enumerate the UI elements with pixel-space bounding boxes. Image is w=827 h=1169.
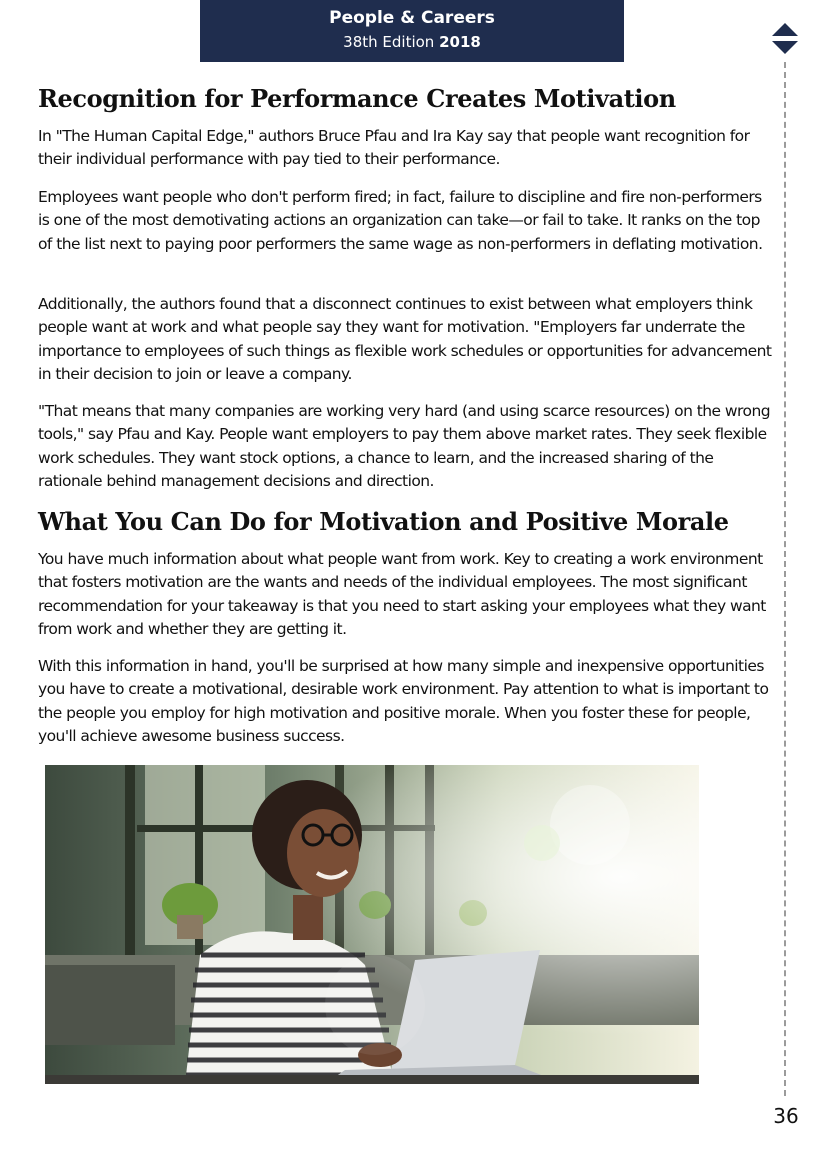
paragraph: Additionally, the authors found that a disconnect continues to exist between what employers think people want at work and what people say they want for motivation. "Employers far underrate the importance to employees of such things as flexible work schedules or opportunities for advancement in their decision to join or leave a company. (38, 295, 772, 384)
header-section-title: People & Careers (329, 8, 495, 28)
page-navigation[interactable] (770, 22, 800, 56)
dashed-page-rule (784, 62, 786, 1096)
section-heading-what-you-can-do: What You Can Do for Motivation and Positive Morale (38, 507, 729, 536)
paragraph: In "The Human Capital Edge," authors Bruce Pfau and Ira Kay say that people want recognition for their individual performance with pay tied to their performance. (38, 127, 750, 169)
paragraph: "That means that many companies are working very hard (and using scarce resources) on the wrong tools," say Pfau and Kay. People want employers to pay them above market rates. They seek flexible work schedules. They want stock options, a chance to learn, and the increased sharing of the rationale behind management decisions and direction. (38, 402, 771, 491)
triangle-up-icon[interactable] (772, 23, 798, 36)
paragraph: With this information in hand, you'll be surprised at how many simple and inexpensive opportunities you have to create a motivational, desirable work environment. Pay attention to what is important to the people you employ for high motivation and positive morale. When you foster these for people, you'll achieve awesome business success. (38, 657, 769, 746)
triangle-down-icon[interactable] (772, 41, 798, 54)
header-edition (200, 33, 624, 51)
paragraph: Employees want people who don't perform fired; in fact, failure to discipline and fire non-performers is one of the most demotivating actions an organization can take—or fail to take. It ranks on the top of the list next to paying poor performers the same wage as non-performers in deflating motivation. (38, 188, 763, 253)
page-number: 36 (773, 1104, 799, 1128)
section-heading-recognition: Recognition for Performance Creates Motivation (38, 84, 676, 113)
header-edition-label: 38th Edition (343, 33, 435, 51)
photo-woman-laptop (45, 765, 699, 1084)
header-year: 2018 (439, 33, 481, 51)
header-banner (200, 0, 624, 62)
paragraph: You have much information about what people want from work. Key to creating a work environment that fosters motivation are the wants and needs of the individual employees. The most significant recommendation for your takeaway is that you need to start asking your employees what they want from work and whether they are getting it. (38, 550, 766, 639)
